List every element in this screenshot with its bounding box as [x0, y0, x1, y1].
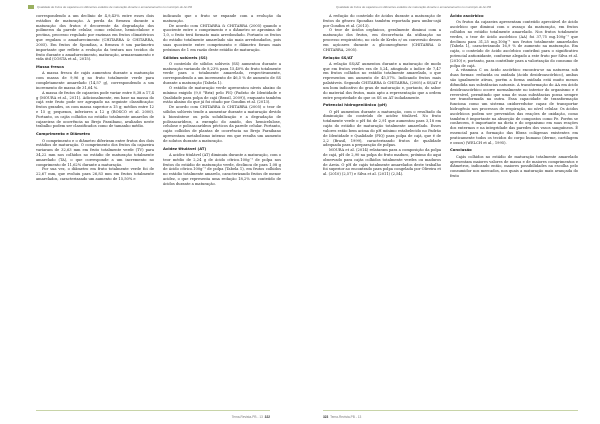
page-number-left: 322 — [264, 415, 270, 419]
section-heading-ph: Potencial hidrogeniônico (pH) — [323, 102, 387, 108]
paragraph: De acordo com CHITARRA & CHITARRA (2005) o teor de sólidos solúveis tende a aumentar durante a maturação devido à biossíntese ou pela solubilização e a degradação de polissacarídeos, a exemplo do amido, dos hemicelulose, celulose e polissacarídeos pécticos da parede celular. Portanto, cajás colhidos de plantas de ocorrência no Brejo Paraibano apresentam metabolismo intenso em que resulta um aumento de solutos durante a maturação. — [163, 105, 281, 143]
section-heading-relacao-ss-at: Relação SS/AT — [323, 54, 354, 60]
section-heading-conclusao: Conclusão — [450, 147, 472, 153]
paragraph: De acordo com CHITARRA & CHITARRA (2005) quando o quociente entre o comprimento e o diâmetro se aproxima de 1,0, o fruto terá formato mais arredondado. Portanto os frutos do estádio totalmente amarelado são mais arredondados, pois suas quociente entre comprimento e diâmetro foram mais próximos de 1 em razão deste estádio de maturação. — [163, 23, 281, 52]
page-number-right: 323 — [323, 415, 329, 419]
section-heading-acido-ascorbico: Ácido ascórbico — [450, 13, 484, 18]
paragraph: O comprimento e o diâmetro diferiram entre frutos dos dois estádios de maturação. O comprimento dos frutos da cajazeira variaram de 32,63 mm em fruto totalmente verde (TV) para 34,22 mm nos colhidos no estádio de maturação totalmente amarelado (TA), o que corresponde a um incremento no comprimento de 11,62% durante a maturação. — [36, 138, 154, 167]
footer-journal-left: Tema-Revista-PB - 13 — [231, 415, 263, 419]
paragraph: O teor de ácidos orgânicos, geralmente diminui com a maturação dos frutos, em decorrência da utilização no processo respiratório, no ciclo de Krebs e/ ou conversão desses em açúcares durante a gliconeogênese (CHITARRA & CHITARRA, 2005). — [323, 28, 441, 52]
paragraph: A acidez titulável (AT) diminuiu durante a maturação, com o teor médio de 2,24 g de ácido cítrico.100g⁻¹ de polpa nos frutos do estádio de maturação verde, declinou de para 1,08 g de ácido cítrico.100g⁻¹ de polpa (Tabela 1), em frutos colhidos no estádio totalmente amarelo, caracterizando frutos de menor acidez, o que representa uma redução 18,2% no conteúdo de ácidos durante a maturação. — [163, 152, 281, 186]
section-heading-solidos-soluveis: Sólidos solúveis (SS) — [163, 54, 208, 60]
right-page — [300, 0, 600, 424]
footer-rule-left — [36, 410, 270, 411]
section-heading-acidez: Acidez titulável (AT) — [163, 145, 207, 151]
column-4 — [450, 14, 578, 179]
paragraph: Os frutos da cajazeira apresentam conteúdo apreciável de ácido ascórbico que diminui com o avanço da maturação, em frutos colhidos no estádio totalmente amarelado. Nos frutos totalmente verdes, o teor de ácido ascórbico (AA) foi 37,75 mg.100g⁻¹ que declinou para 31,25 mg.100g⁻¹ nos frutos totalmente amarelados (Tabela 1), caracterizando 16,9 % de aumento na maturação. Em cajás, o conteúdo de ácido ascórbico contribui para o significativo potencial antioxidante, conforme alegado a este fruto por Silva et al. (2010) e, portanto, para contribuir para a valorização do consumo de polpa de cajá. — [450, 20, 578, 68]
paragraph: O pH aumentou durante a maturação, com o resultado da diminuição do conteúdo de acidez titulável. No fruto totalmente verde o pH foi de 2,91 que aumentou para 3,18 em cajás do estádio de maturação totalmente amarelado. Esses valores estão bem acima do pH mínimo estabelecido no Padrão de Identidade e Qualidade (PIQ) para polpa de cajá, que é de 2,2 (Brasil, 1999), caracterizando frutos de qualidade adequada para a preparação de polpas. — [323, 109, 441, 148]
section-heading-massa-fresca: Massa fresca — [36, 64, 64, 70]
running-header-right-text: Qualidade de frutos de cajazeira em diferentes estádios de maturação durante o armazenamento no município de Ari-PR — [336, 5, 492, 9]
footer-left — [232, 415, 270, 419]
paragraph: A massa de frutos de cajazeira pode variar entre 8,38 a 17,4 g (MOURA et al., 2011). Adicionalmente, em base na massa do cajá este fruto pode ser agrupado na seguinte classificação: frutos grandes, os com massa superior a 15 g; médios entre 12 e 15 g; pequenos, inferiores a 12 g (BOSCO et al. 2000). Portanto, os cajás colhidos no estádio totalmente amarelos de cajazeiras de ocorrência no Brejo Paraibano, avaliados neste trabalho podem ser classificados como de tamanho médio. — [36, 90, 154, 129]
paragraph: A relação SS/AT aumentou durante a maturação de modo que em frutos verdes era de 5,24, atingindo o índice de 7,47 em frutos colhidos no estádio totalmente amarelado, o que representou um aumento de 45,57%. Indicando frutos mais palatáveis. Segundo CHITARRA & CHITARRA, (2005) a SS/AT é um bom indicativo do grau de maturação e, portanto, do sabor do material dos frutos, mais apto a representação que a ordem entre propriedade do que os SS ou AT isoladamente. — [323, 61, 441, 100]
column-2 — [163, 14, 281, 187]
running-header-left — [28, 5, 294, 9]
running-header-right — [336, 5, 578, 9]
paragraph: A vitamina C ou ácido ascórbico encontra-se na natureza sob duas formas: reduzida ou oxidada (ácido desidroascórbico), ambas são igualmente ativas, porém a forma oxidada está muito menos difundida nas substâncias naturais. A transformação do AA em ácido desidroascórbico ocorre normalmente no interior do organismo e é reversível, permitindo que uma de suas substâncias possa sempre ser transformada na outra. Essa capacidade de transformação funciona como um sistema oxidorredutor capaz de transportar hidrogênio nos processos de respiração, no nível celular. Os ácidos ascórbicos podem ser prevenidos das reações de oxidação, como também é importante na absorção de compostos como Fe. Porém se conhecem, é importante na dieta e do organismo em suas reações dos entermos e na integridade das paredes dos vasos sanguíneos. É essencial para a formação das fibras colágenas existentes em praticamente todos os tecidos do corpo humano (derme, cartilagem e ossos) (WELCH et al., 1995). — [450, 68, 578, 145]
paragraph: O conteúdo de sólidos solúveis (SS) aumentou durante a maturação variando de 8,23% para 15,40% do fruto totalmente verde para o totalmente amarelado, respectivamente, correspondendo a um incremento de 46,5 % de aumento de SS durante a maturação (Tabela 1). — [163, 61, 281, 86]
paragraph: Por sua vez, o diâmetro em fruto totalmente verde foi de 22,67 mm, que evoluiu para 26,83 mm em frutos totalmente amarelados, caracterizando um aumento de 15,50% e — [36, 167, 154, 181]
paragraph: A redução do conteúdo de ácidos durante a maturação de frutos do gênero Spondias também reportada para umbu-cajá por Gondim et al. (2013). — [323, 14, 441, 28]
footer-rule-right — [323, 410, 578, 411]
footer-right — [323, 415, 361, 419]
running-header-left-text: Qualidade de frutos de cajazeira em diferentes estádios de maturação durante o armazenamento no município de Ari-PR — [37, 5, 193, 9]
paragraph: MOURA et al. (2014) relataram para a composição da polpa de cajá, pH de 2,90 na polpa do fruto maduro, próximo do aqui observado para cajás colhidos totalmente verdes ou maduros de Areia. O pH de cajás totalmente amarelados deste trabalho foi superior ao encontrado para polpa congelada por Oliveira et al. (2010) (2,57) e Silva et al. (2011) (2,54). — [323, 148, 441, 177]
paragraph: Cajás colhidos no estádio de maturação totalmente amarelado apresentam maiores valores de massa e de maiores comprimentos e diâmetros, indicando então, maiores possibilidades na escolha pelo consumidor nos mercados, nos quais a maturação mais avançada do fruto — [450, 154, 578, 178]
paragraph: indicando que o fruto se expande com a evolução da maturação. — [163, 14, 281, 23]
footer-journal-right: Tema-Revista-PB - 13 — [330, 415, 362, 419]
paragraph: O estádio de maturação verde apresentou níveis abaixo do mínimo exigido (9,0 °Brix) pelo PIQ (Padrão de Identidade e Qualidade para polpa de cajá (Brasil, 2009)), enquanto também estão abaixo do que já foi citado por Gondim et al. (2013). — [163, 85, 281, 105]
column-3 — [323, 14, 441, 177]
header-accent-bar — [28, 5, 34, 9]
column-1 — [36, 14, 154, 182]
section-heading-comprimento: Comprimento e Diâmetro — [36, 131, 90, 137]
paragraph: correspondendo a um declínio de 4,9,43% entre esses dois estádios de maturação. A perda da firmeza durante a maturação dos frutos é decorrente da degradação dos polímeros da parede celular, como celulose, hemicelulose e pectina, processo regulado por enzimas em frutos climatéricos que regulam o amadurecimento (CHITARRA & CHITARRA, 2005). Em frutos de Spondias, a firmeza é um parâmetro importante que reflete a evolução da textura nos tecidos do fruto durante o amadurecimento, maturação, armazenamento e vida útil (COSTA et al., 2015). — [36, 14, 154, 62]
paragraph: A massa fresca de cajás aumentou durante a maturação com massa de 9,96 g no fruto totalmente verde para completamente amarelado (14,57 g), correspondendo a um incremento de massa de 31,64 %. — [36, 71, 154, 90]
